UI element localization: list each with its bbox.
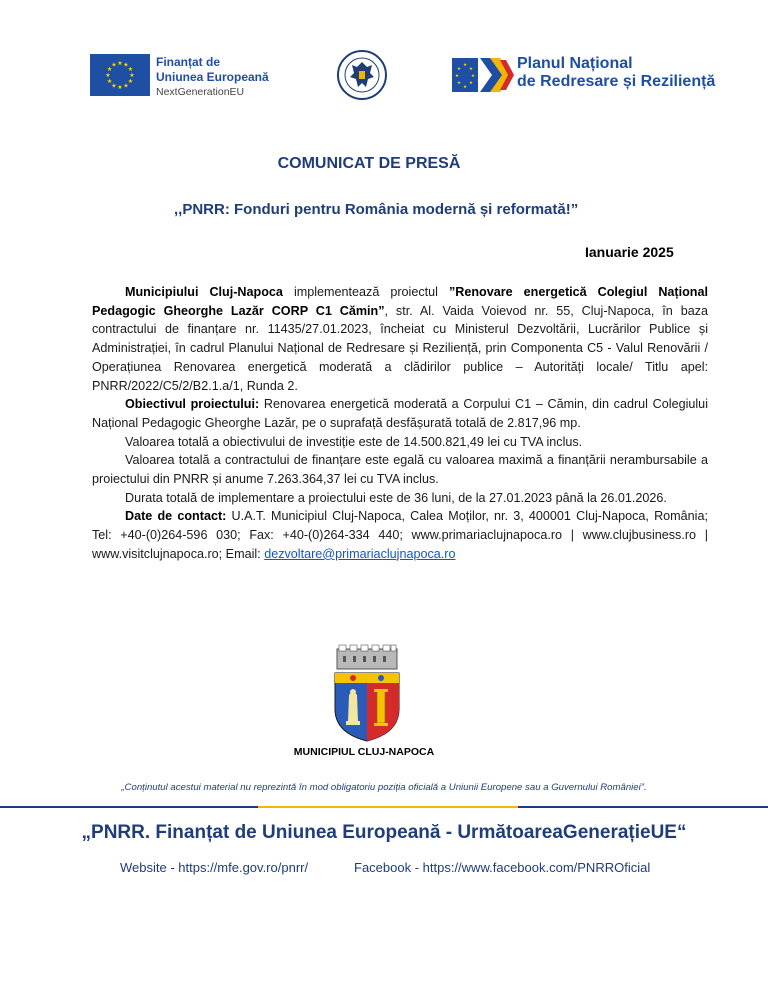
paragraph-objective [92,395,708,432]
paragraph-duration: Durata totală de implementare a proiectului este de 36 luni, de la 27.01.2023 până la 26.01.2026. [125,490,667,505]
svg-text:★: ★ [117,60,123,67]
contact-email-link[interactable]: dezvoltare@primariaclujnapoca.ro [264,546,456,561]
svg-text:★: ★ [129,72,135,79]
svg-text:★: ★ [127,66,134,73]
svg-text:★: ★ [454,74,460,79]
svg-text:★: ★ [468,67,474,72]
svg-text:★: ★ [468,81,474,86]
objective-text: Renovarea energetică moderată a Corpului C1 – Cămin, din cadrul Colegiului Național Pedagogic Gheorghe Lazăr, pe o suprafață desfășurată totală de 2.817,96 mp. [92,397,708,430]
project-name: ”Renovare energetică Colegiul Național Pedagogic Gheorghe Lazăr CORP C1 Cămin” [92,285,709,318]
pnrr-logo-line2: de Redresare și Reziliență [517,73,716,90]
svg-text:★: ★ [462,63,468,68]
svg-text:★: ★ [123,61,129,69]
svg-text:★: ★ [111,82,117,90]
government-seal-icon [336,49,388,101]
paragraph-total-value: Valoarea totală a obiectivului de investiție este de 14.500.821,49 lei cu TVA inclus. [125,434,583,449]
pnrr-flag-icon [452,56,514,96]
svg-text:★: ★ [111,61,117,69]
footer-facebook[interactable]: Facebook - https://www.facebook.com/PNRROficial [354,860,651,875]
svg-text:★: ★ [123,82,129,90]
paragraph-project [92,283,708,395]
footer-website[interactable]: Website - https://mfe.gov.ro/pnrr/ [120,860,309,875]
contact-label: Date de contact: [125,509,227,524]
svg-text:★: ★ [456,81,462,86]
p1-text-2: , str. Al. Vaida Voievod nr. 55, Cluj-Napoca, în baza contractului de finanțare nr. 11435/27.01.2023, încheiat cu Ministerul Dezvoltării, Lucrărilor Publice și Administrației, în cadrul Planului Național de Redresare și Reziliență, prin Componenta C5 - Valul Renovării / Operațiunea Renovarea energetică moderată a clădirilor publice – Autorități locale/ Titlu apel: PNRR/2022/C5/2/B2.1.a/1, Runda 2. [92,303,708,393]
svg-text:★: ★ [456,67,462,72]
pnrr-logo-text [517,55,715,91]
eu-flag-icon [90,54,150,96]
svg-text:★: ★ [470,74,476,79]
paragraph-contact [92,507,708,563]
eu-logo-text [156,55,269,100]
municipality-label: MUNICIPIUL CLUJ-NAPOCA [293,746,435,758]
contact-text: U.A.T. Municipiul Cluj-Napoca, Calea Moților, nr. 3, 400001 Cluj-Napoca, România; Tel: +40-(0)264-596 030; Fax: +40-(0)264-334 440; www.primariaclujnapoca.ro | www.clujbusiness.ro | www.visitclujnapoca.ro; Email: [92,509,708,561]
cluj-coat-of-arms-icon [331,643,403,743]
svg-text:★: ★ [462,85,468,90]
svg-text:★: ★ [127,78,134,85]
svg-text:★: ★ [106,78,113,85]
footer-slogan: „PNRR. Finanțat de Uniunea Europeană - UrmătoareaGenerațieUE“ [81,822,687,843]
beneficiary-name: Municipiului Cluj-Napoca [125,285,283,299]
eu-logo-line3: NextGenerationEU [156,86,245,98]
document-date: Ianuarie 2025 [585,244,674,260]
eu-logo-line1: Finanțat de [156,55,221,69]
p1-text-1: implementează proiectul [282,285,449,299]
document-title: COMUNICAT DE PRESĂ [277,155,461,172]
press-release-body [92,283,708,564]
svg-text:★: ★ [106,66,113,73]
pnrr-logo-line1: Planul Național [517,55,633,72]
footer-divider-accent [258,806,518,808]
svg-text:★: ★ [105,72,111,79]
document-subtitle: ,,PNRR: Fonduri pentru România modernă și reformată!” [174,201,579,218]
svg-text:★: ★ [117,84,123,91]
eu-disclaimer: „Conținutul acestui material nu reprezintă în mod obligatoriu poziția oficială a Uniunii Europene sau a Guvernului României”. [121,782,647,793]
eu-logo-line2: Uniunea Europeană [156,70,269,84]
paragraph-contract-value: Valoarea totală a contractului de finanțare este egală cu valoarea maximă a finanțării nerambursabile a proiectului din PNRR și anume 7.263.364,37 lei cu TVA inclus. [92,453,708,487]
objective-label: Obiectivul proiectului: [125,397,260,412]
